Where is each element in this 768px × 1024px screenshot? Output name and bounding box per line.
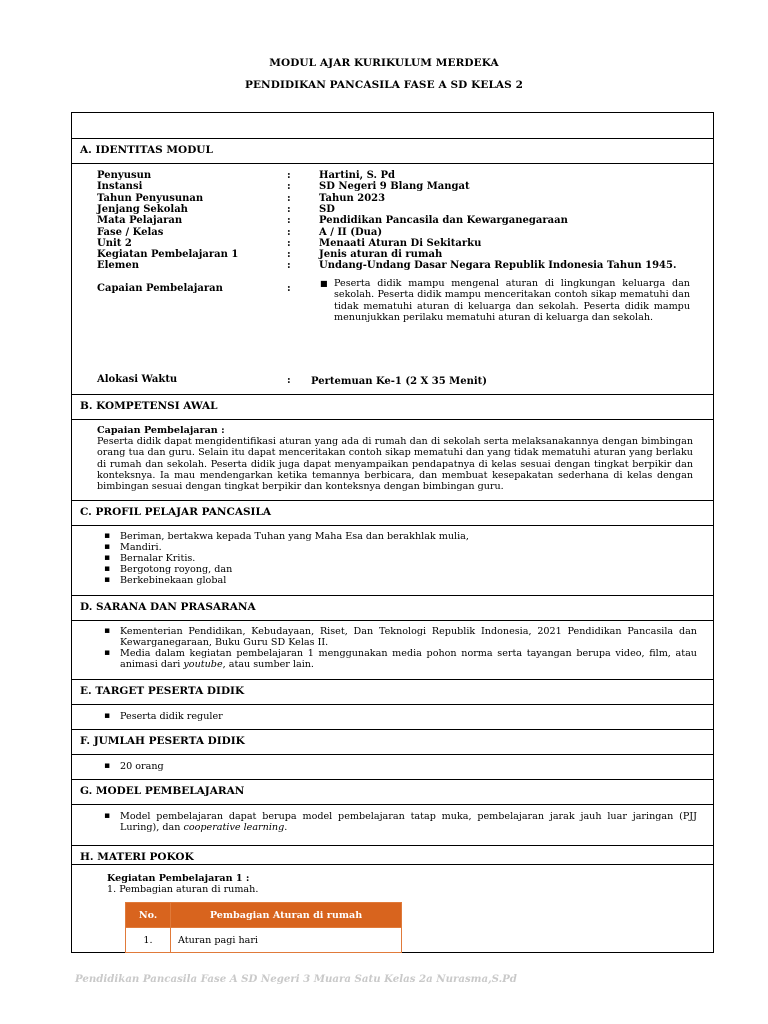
table-header-row — [126, 903, 402, 928]
kompetensi-label: Capaian Pembelajaran : — [97, 425, 225, 436]
model-list — [102, 811, 697, 833]
list-item: ▪ Media dalam kegiatan pembelajaran 1 menggunakan media pohon norma serta tayangan berupa video, film, atau animasi dari youtube, atau sumber lain. — [102, 648, 697, 670]
identitas-row: Fase / Kelas : A / II (Dua) — [97, 226, 383, 238]
list-item: ▪ Beriman, bertakwa kepada Tuhan yang Maha Esa dan berakhlak mulia, — [102, 531, 697, 542]
document-subtitle: PENDIDIKAN PANCASILA FASE A SD KELAS 2 — [244, 79, 524, 91]
section-g-heading: G. MODEL PEMBELAJARAN — [80, 785, 245, 797]
section-d-heading: D. SARANA DAN PRASARANA — [80, 601, 256, 613]
list-item: ▪ Mandiri. — [102, 542, 697, 553]
list-item: ▪ Model pembelajaran dapat berupa model pembelajaran tatap muka, pembelajaran jarak jauh luar jaringan (PJJ Luring), dan cooperative learning. — [102, 811, 697, 833]
alokasi-row: Alokasi Waktu : Pertemuan Ke-1 (2 X 35 Menit) — [97, 374, 488, 387]
sarana-list — [102, 626, 697, 670]
identitas-row: Instansi : SD Negeri 9 Blang Mangat — [97, 181, 470, 193]
target-list — [102, 711, 697, 722]
identitas-row: Jenjang Sekolah : SD — [97, 203, 335, 215]
aturan-table — [125, 902, 402, 953]
identitas-row: Penyusun : Hartini, S. Pd — [97, 170, 395, 181]
identitas-row: Unit 2 : Menaati Aturan Di Sekitarku — [97, 237, 482, 249]
table-cell-no: 1. — [126, 928, 171, 953]
kompetensi-text: Peserta didik dapat mengidentifikasi aturan yang ada di rumah dan di sekolah serta melaksanakannya dengan bimbingan orang tua dan guru. Selain itu dapat menceritakan contoh sikap mematuhi dan yang tidak mematuhi aturan yang berlaku di rumah dan sekolah. Peserta didik juga dapat menyampaikan pendapatnya di kelas sesuai dengan tingkat berpikir dan konteksnya. Ia mau mendengarkan ketika temannya berbicara, dan membuat kesepakatan sederhana di kelas dengan bimbingan sesuai dengan tingkat berpikir dan konteksnya dengan bimbingan guru. — [97, 436, 693, 493]
list-item: ▪ Bergotong royong, dan — [102, 564, 697, 575]
table-cell-value: Aturan pagi hari — [171, 928, 402, 953]
profil-list — [102, 531, 697, 586]
list-item: ▪ Berkebinekaan global — [102, 575, 697, 586]
section-c-heading: C. PROFIL PELAJAR PANCASILA — [80, 506, 271, 518]
list-item: ▪ Peserta didik reguler — [102, 711, 697, 722]
document-title: MODUL AJAR KURIKULUM MERDEKA — [269, 57, 499, 69]
list-item: ▪ Kementerian Pendidikan, Kebudayaan, Riset, Dan Teknologi Republik Indonesia, 2021 Pendidikan Pancasila dan Kewarganegaraan, Buku Guru SD Kelas II. — [102, 626, 697, 648]
capaian-text: ■ Peserta didik mampu mengenal aturan di lingkungan keluarga dan sekolah. Peserta didik mampu menceritakan contoh sikap mematuhi dan tidak mematuhi aturan di keluarga dan sekolah. Peserta didik mampu menunjukkan perilaku mematuhi aturan di keluarga dan sekolah. — [320, 278, 690, 323]
identitas-row: Tahun Penyusunan : Tahun 2023 — [97, 192, 386, 204]
list-item: ▪ 20 orang — [102, 761, 697, 772]
identitas-row: Kegiatan Pembelajaran 1 : Jenis aturan di rumah — [97, 249, 443, 261]
section-h-heading: H. MATERI POKOK — [80, 851, 194, 863]
section-e-heading: E. TARGET PESERTA DIDIK — [80, 685, 245, 697]
section-f-heading: F. JUMLAH PESERTA DIDIK — [80, 735, 245, 747]
materi-item: 1. Pembagian aturan di rumah. — [107, 884, 259, 895]
table-header-no: No. — [126, 903, 171, 928]
list-item: ▪ Bernalar Kritis. — [102, 553, 697, 564]
section-b-heading: B. KOMPETENSI AWAL — [80, 400, 218, 412]
table-row — [126, 928, 402, 953]
section-a-heading: A. IDENTITAS MODUL — [80, 144, 213, 156]
table-header-title: Pembagian Aturan di rumah — [171, 903, 402, 928]
identitas-row: Elemen : Undang-Undang Dasar Negara Republik Indonesia Tahun 1945. — [97, 260, 677, 272]
page-footer: Pendidikan Pancasila Fase A SD Negeri 3 Muara Satu Kelas 2a Nurasma,S.Pd — [75, 973, 517, 985]
module-table — [71, 112, 714, 953]
materi-label: Kegiatan Pembelajaran 1 : — [107, 873, 250, 884]
capaian-row: Capaian Pembelajaran : — [97, 283, 291, 294]
jumlah-list — [102, 761, 697, 772]
identitas-row: Mata Pelajaran : Pendidikan Pancasila dan Kewarganegaraan — [97, 215, 568, 227]
